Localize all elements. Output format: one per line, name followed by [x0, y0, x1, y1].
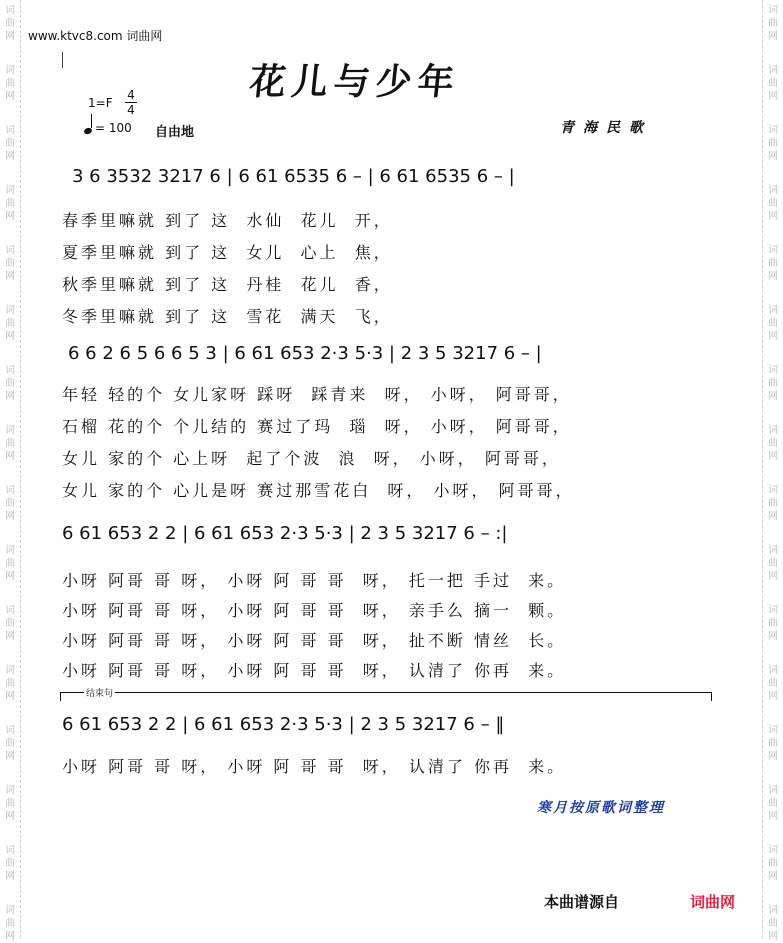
side-watermark-text: 词 曲 网 — [768, 845, 778, 882]
song-origin: 青海民歌 — [560, 120, 652, 136]
side-watermark-text: 词 曲 网 — [768, 125, 778, 162]
header-url[interactable]: www.ktvc8.com 词曲网 — [28, 29, 163, 43]
lyric-line-2-4: 女儿 家的个 心儿是呀 赛过那雪花白 呀， 小呀， 阿哥哥， — [62, 481, 575, 500]
editor-note: 寒月按原歌词整理 — [537, 800, 665, 816]
side-watermark-text: 词 曲 网 — [5, 845, 15, 882]
side-watermark-text: 词 曲 网 — [768, 485, 778, 522]
side-watermark-text: 词 曲 网 — [768, 365, 778, 402]
footer-source-label: 本曲谱源自 — [544, 893, 620, 911]
side-watermark-text: 词 曲 网 — [768, 425, 778, 462]
side-watermark-text: 词 曲 网 — [5, 5, 15, 42]
expression-marking: 自由地 — [155, 125, 195, 140]
side-watermark-text: 词 曲 网 — [5, 425, 15, 462]
side-watermark-text: 词 曲 网 — [5, 125, 15, 162]
text-cursor — [62, 52, 63, 68]
side-watermark-text: 词 曲 网 — [5, 485, 15, 522]
notation-row-3 — [60, 523, 720, 547]
notation-row-2 — [60, 343, 720, 367]
notation-text: 6 61 653 2 2 | 6 61 653 2·3 5·3 | 2 3 5 3217 6 – :| — [62, 523, 508, 544]
side-watermark-text: 词 曲 网 — [768, 245, 778, 282]
notation-text: 3 6 3532 3217 6 | 6 61 6535 6 – | 6 61 6535 6 – | — [72, 166, 515, 187]
time-top: 4 — [127, 88, 135, 102]
tempo-value: = 100 — [95, 121, 132, 135]
time-signature — [121, 88, 141, 117]
side-watermark-text: 词 曲 网 — [768, 65, 778, 102]
notation-row-1 — [60, 166, 720, 190]
side-watermark-text: 词 曲 网 — [768, 5, 778, 42]
footer-site-link[interactable]: 词曲网 — [690, 893, 736, 911]
lyric-line-2-2: 石榴 花的个 个儿结的 赛过了玛 瑙 呀， 小呀， 阿哥哥， — [62, 417, 572, 436]
lyric-line-2-1: 年轻 轻的个 女儿家呀 踩呀 踩青来 呀， 小呀， 阿哥哥， — [62, 385, 572, 404]
side-watermark-text: 词 曲 网 — [5, 305, 15, 342]
lyric-line-1-1: 春季里嘛就 到了 这 水仙 花儿 开， — [62, 211, 393, 230]
side-watermark-text: 词 曲 网 — [5, 545, 15, 582]
side-watermark-text: 词 曲 网 — [768, 785, 778, 822]
side-watermark-text: 词 曲 网 — [5, 365, 15, 402]
side-watermark-text: 词 曲 网 — [768, 185, 778, 222]
lyric-line-1-4: 冬季里嘛就 到了 这 雪花 满天 飞， — [62, 307, 393, 326]
quarter-note-stem — [91, 114, 92, 128]
tempo-marking — [84, 118, 132, 135]
lyric-line-4-1: 小呀 阿哥 哥 呀， 小呀 阿 哥 哥 呀， 认清了 你再 来。 — [62, 757, 567, 776]
notation-text: 6 6 2 6 5 6 6 5 3 | 6 61 653 2·3 5·3 | 2 3 5 3217 6 – | — [68, 343, 542, 364]
notation-text: 6 61 653 2 2 | 6 61 653 2·3 5·3 | 2 3 5 3217 6 – ‖ — [62, 714, 505, 735]
side-watermark-text: 词 曲 网 — [768, 665, 778, 702]
side-watermark-text: 词 曲 网 — [5, 665, 15, 702]
song-title: 花儿与少年 — [247, 61, 462, 103]
right-watermark-strip — [762, 0, 783, 942]
lyric-line-1-2: 夏季里嘛就 到了 这 女儿 心上 焦， — [62, 243, 393, 262]
side-watermark-text: 词 曲 网 — [768, 605, 778, 642]
quarter-note-icon — [83, 127, 93, 135]
side-watermark-text: 词 曲 网 — [5, 65, 15, 102]
left-watermark-strip — [0, 0, 21, 942]
time-bottom: 4 — [127, 103, 135, 117]
side-watermark-text: 词 曲 网 — [5, 245, 15, 282]
side-watermark-text: 词 曲 网 — [5, 725, 15, 762]
key-signature: 1=F — [88, 96, 113, 110]
side-watermark-text: 词 曲 网 — [5, 785, 15, 822]
side-watermark-text: 词 曲 网 — [5, 905, 15, 942]
coda-label: 结束句 — [84, 686, 115, 699]
side-watermark-text: 词 曲 网 — [768, 905, 778, 942]
coda-bracket — [60, 692, 712, 701]
lyric-line-3-2: 小呀 阿哥 哥 呀， 小呀 阿 哥 哥 呀， 亲手么 摘一 颗。 — [62, 601, 567, 620]
side-watermark-text: 词 曲 网 — [768, 545, 778, 582]
side-watermark-text: 词 曲 网 — [768, 725, 778, 762]
notation-row-4 — [60, 714, 720, 738]
side-watermark-text: 词 曲 网 — [5, 605, 15, 642]
lyric-line-3-1: 小呀 阿哥 哥 呀， 小呀 阿 哥 哥 呀， 托一把 手过 来。 — [62, 571, 567, 590]
lyric-line-1-3: 秋季里嘛就 到了 这 丹桂 花儿 香， — [62, 275, 393, 294]
side-watermark-text: 词 曲 网 — [5, 185, 15, 222]
lyric-line-3-3: 小呀 阿哥 哥 呀， 小呀 阿 哥 哥 呀， 扯不断 情丝 长。 — [62, 631, 567, 650]
side-watermark-text: 词 曲 网 — [768, 305, 778, 342]
lyric-line-2-3: 女儿 家的个 心上呀 起了个波 浪 呀， 小呀， 阿哥哥， — [62, 449, 561, 468]
lyric-line-3-4: 小呀 阿哥 哥 呀， 小呀 阿 哥 哥 呀， 认清了 你再 来。 — [62, 661, 567, 680]
